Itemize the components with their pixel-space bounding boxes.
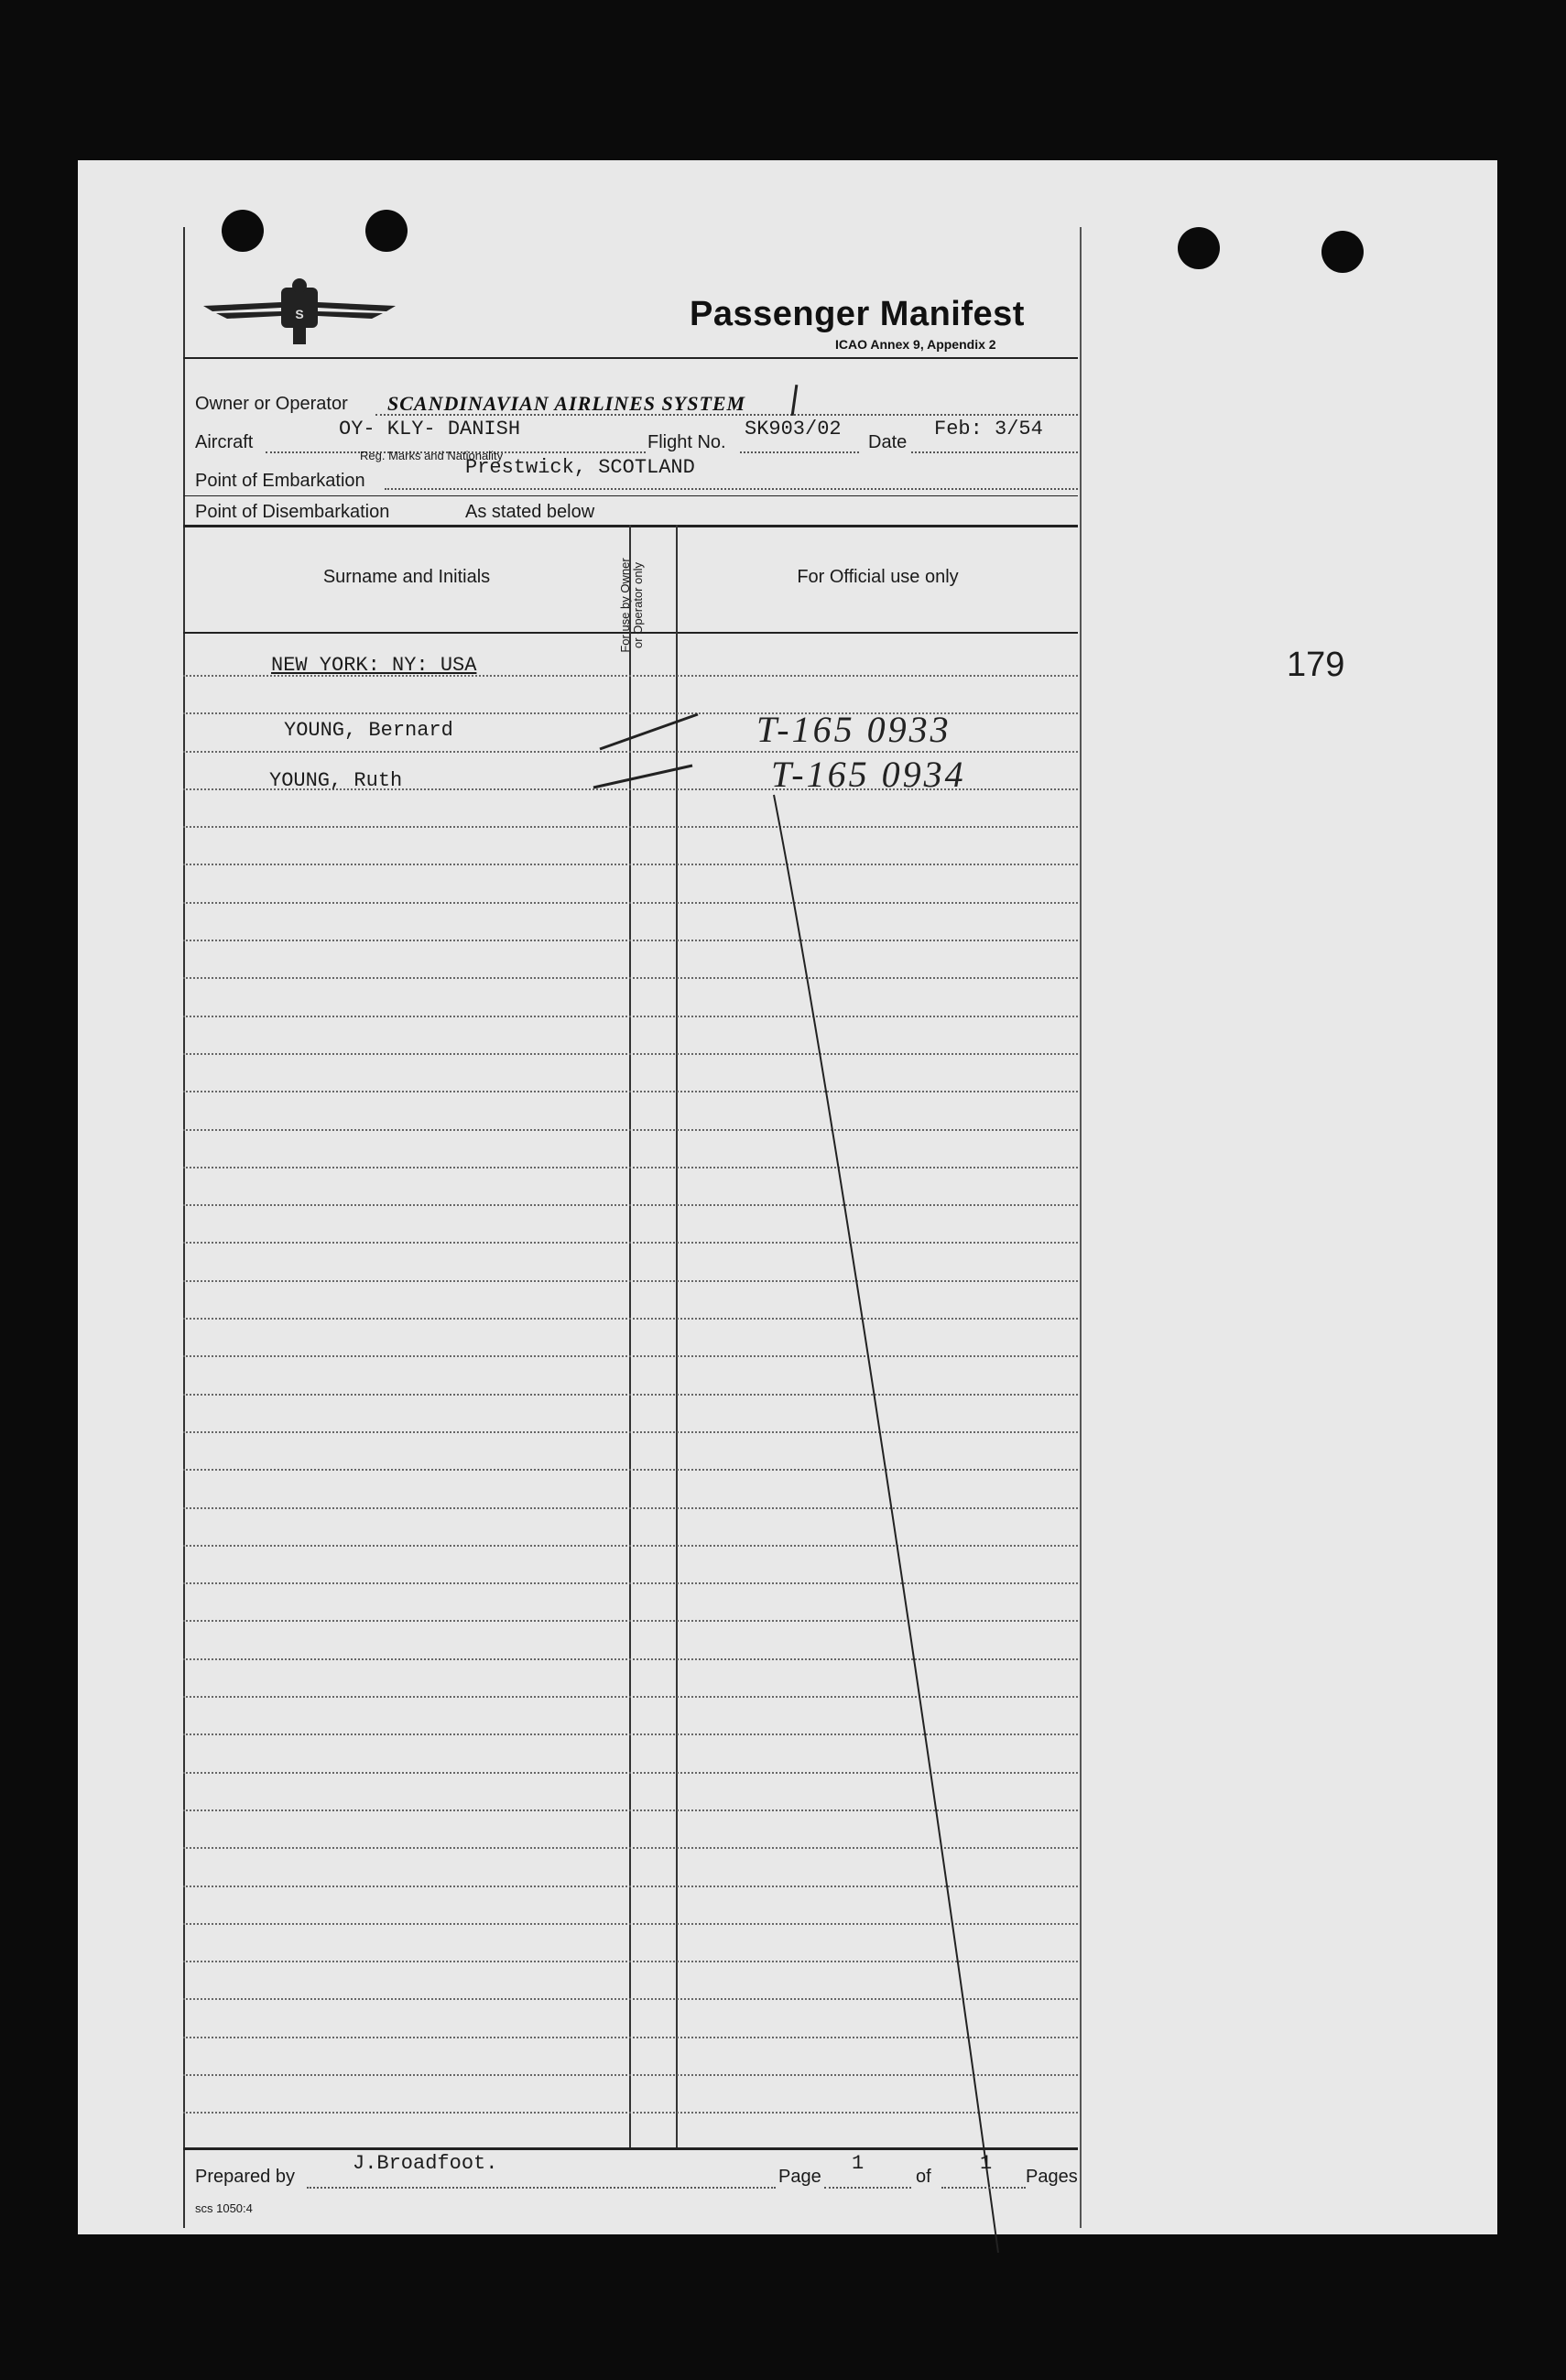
official-number: T-165 0933 [756,709,952,750]
destination-entry: NEW YORK: NY: USA [271,654,477,677]
of-label: of [916,2167,931,2187]
passenger-name: YOUNG, Ruth [269,769,403,792]
pages-label: Pages [1026,2167,1078,2187]
surname-column-header: Surname and Initials [322,567,491,587]
footer-rule [183,2147,1078,2150]
aircraft-label: Aircraft [195,432,254,452]
prepared-value: J.Broadfoot. [353,2152,498,2175]
reg-marks-label: Reg. Marks and Nationality [360,449,504,462]
owner-value: SCANDINAVIAN AIRLINES SYSTEM [387,392,746,415]
of-value: 1 [980,2152,993,2175]
svg-text:S: S [295,307,304,321]
disembarkation-value: As stated below [465,502,595,522]
margin-page-number: 179 [1287,646,1345,684]
official-number: T-165 0934 [771,754,966,795]
page-value: 1 [852,2152,865,2175]
embarkation-label: Point of Embarkation [195,471,365,491]
date-value: Feb: 3/54 [934,418,1043,440]
owner-label: Owner or Operator [195,394,348,414]
flight-label: Flight No. [647,432,726,452]
aircraft-value: OY- KLY- DANISH [339,418,521,440]
official-column-header: For Official use only [797,567,959,587]
dotted-line [824,2187,911,2189]
prepared-label: Prepared by [195,2167,295,2187]
dotted-line [307,2187,776,2189]
disembarkation-label: Point of Disembarkation [195,502,390,522]
owner-use-column-header: For use by Owner or Operator only [618,558,645,653]
date-label: Date [868,432,908,452]
flight-value: SK903/02 [745,418,842,440]
form-code: scs 1050:4 [195,2201,253,2215]
form-title: Passenger Manifest [690,295,1025,333]
embarkation-value: Prestwick, SCOTLAND [465,456,695,479]
dotted-line [941,2187,1026,2189]
page-label: Page [778,2167,821,2187]
form-subtitle: ICAO Annex 9, Appendix 2 [835,337,996,352]
passenger-name: YOUNG, Bernard [284,719,453,742]
